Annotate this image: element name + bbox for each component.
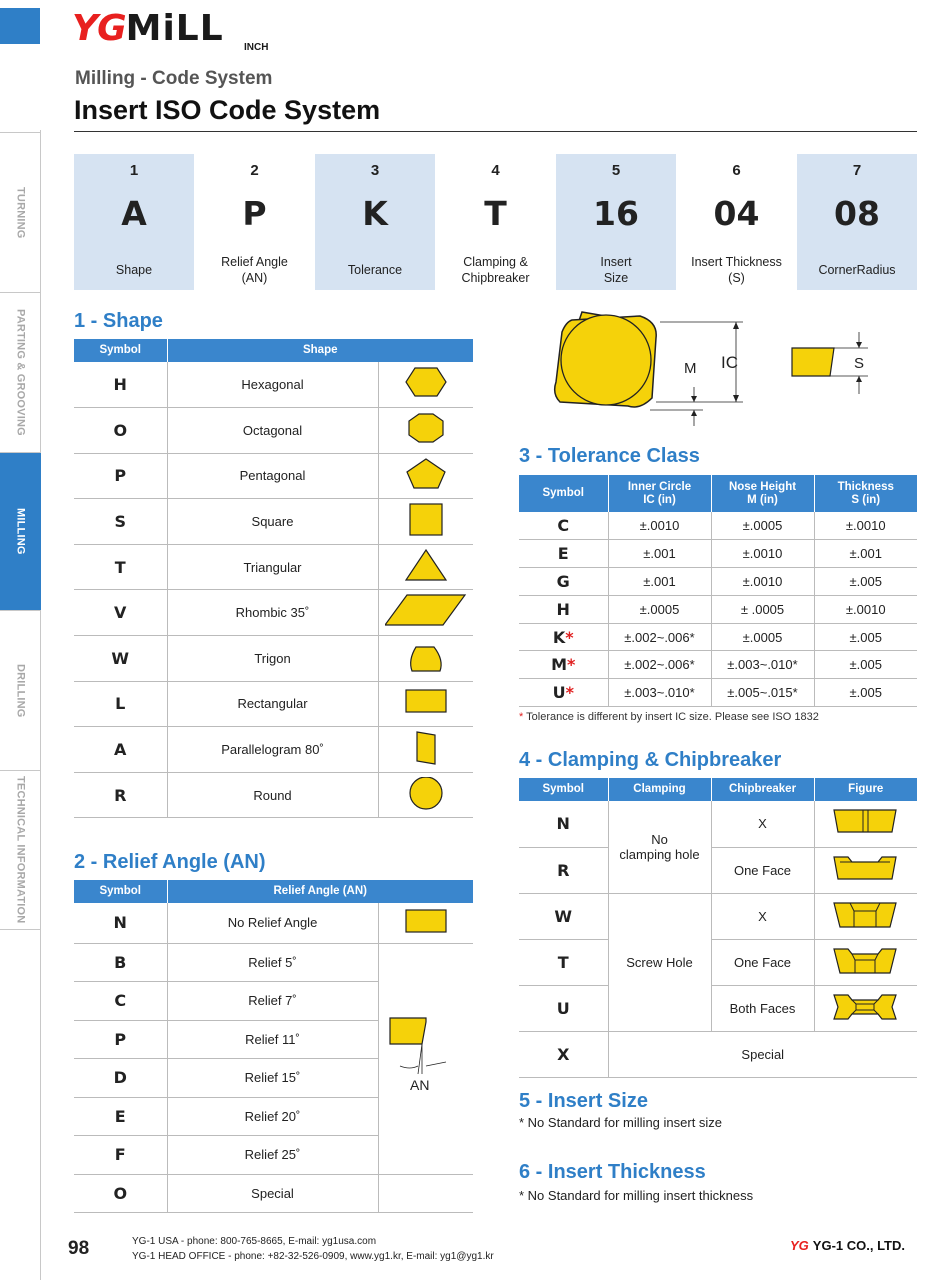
clamp-col-chipbreaker: Chipbreaker [711,778,814,801]
relief-name: Relief 7˚ [167,982,378,1021]
rhombic-icon [385,594,467,628]
clamp-col-figure: Figure [814,778,917,801]
shape-figure [378,544,473,590]
tolerance-row [519,651,917,679]
shape-row [74,499,473,545]
code-letter: A [121,194,147,233]
clamping-row [519,801,917,847]
shape-row [74,453,473,499]
shape-row [74,636,473,682]
shape-row [74,727,473,773]
shape-table [74,339,473,818]
clamping-figure [814,801,917,847]
code-box-1 [74,154,194,290]
page-title: Insert ISO Code System [74,95,381,125]
tolerance-symbol: M* [519,651,608,679]
shape-name: Square [167,499,378,545]
footer-company [790,1238,905,1253]
code-box-5 [556,154,676,290]
clamping-heading: 4 - Clamping & Chipbreaker [519,749,782,771]
tolerance-symbol: C [519,512,608,540]
shape-name: Trigon [167,636,378,682]
tolerance-ic: ±.0005 [608,595,711,623]
n-figure-icon [830,806,902,838]
shape-symbol: T [74,544,167,590]
shape-name: Triangular [167,544,378,590]
tolerance-m: ±.0005 [711,623,814,651]
relief-symbol: P [74,1020,167,1059]
s-label: S [854,355,865,372]
page-number: 98 [68,1238,90,1259]
tolerance-symbol: U* [519,679,608,707]
relief-figure-empty [378,1174,473,1213]
triangle-icon [404,549,448,583]
code-letter: 16 [593,194,639,233]
tol-col-s: Thickness S (in) [814,475,917,512]
relief-name: Relief 5˚ [167,943,378,982]
tolerance-footnote: * Tolerance is different by insert IC size. Please see ISO 1832 [519,711,819,723]
relief-symbol: B [74,943,167,982]
chipbreaker-value: X [711,893,814,939]
no-relief-icon [404,907,448,935]
insert-side-view [792,348,834,376]
an-label: AN [409,1077,430,1093]
shape-col-shape: Shape [167,339,473,362]
clamping-row [519,939,917,985]
clamping-row [519,847,917,893]
logo-unit: INCH [244,42,269,53]
clamping-figure [814,893,917,939]
shape-row [74,408,473,454]
shape-symbol: A [74,727,167,773]
shape-figure [378,453,473,499]
tolerance-symbol: K* [519,623,608,651]
tolerance-s: ±.0010 [814,595,917,623]
code-description: CornerRadius [818,263,896,277]
clamping-symbol: W [519,893,608,939]
clamp-col-clamping: Clamping [608,778,711,801]
shape-figure [378,681,473,727]
relief-angle-icon [386,1012,466,1102]
side-tab-label: TURNING [14,186,27,239]
chipbreaker-value: Both Faces [711,985,814,1031]
tolerance-ic: ±.001 [608,568,711,596]
tolerance-symbol: G [519,568,608,596]
logo-brand: YG [72,8,126,49]
side-tab-milling[interactable] [0,452,41,610]
ic-label: IC [721,353,738,372]
relief-symbol: F [74,1136,167,1175]
insert-thickness-note: * No Standard for milling insert thickness [519,1188,754,1203]
side-tab-technical[interactable] [0,770,41,930]
code-box-6 [677,154,797,290]
shape-row [74,772,473,818]
tolerance-m: ± .0005 [711,595,814,623]
code-description: Tolerance [347,263,403,277]
shape-symbol: R [74,772,167,818]
tolerance-ic: ±.003~.010* [608,679,711,707]
chipbreaker-value: One Face [711,847,814,893]
relief-col-symbol: Symbol [74,880,167,903]
clamping-symbol: U [519,985,608,1031]
relief-name: No Relief Angle [167,903,378,943]
code-box-7 [797,154,917,290]
side-tab-drilling[interactable] [0,610,41,770]
clamping-symbol: R [519,847,608,893]
relief-figure [378,943,473,1174]
footer-contact-hq: YG-1 HEAD OFFICE - phone: +82-32-526-0909, www.yg1.kr, E-mail: yg1@yg1.kr [132,1251,494,1262]
relief-name: Relief 15˚ [167,1059,378,1098]
chipbreaker-value: X [711,801,814,847]
clamping-row [519,893,917,939]
tolerance-m: ±.003~.010* [711,651,814,679]
footer-contact-usa: YG-1 USA - phone: 800-765-8665, E-mail: yg1usa.com [132,1236,377,1247]
shape-name: Round [167,772,378,818]
clamping-table [519,778,917,1078]
code-position: 6 [732,162,741,179]
side-tab-turning[interactable] [0,132,41,292]
relief-row [74,1174,473,1213]
shape-row [74,362,473,408]
relief-table [74,880,473,1213]
code-description: Insert Thickness (S) [691,255,782,285]
insert-size-note: * No Standard for milling insert size [519,1115,723,1130]
code-box-3 [315,154,435,290]
shape-figure [378,772,473,818]
shape-name: Rhombic 35˚ [167,590,378,636]
square-icon [404,503,448,537]
u-figure-icon [830,991,902,1023]
tol-col-ic: Inner Circle IC (in) [608,475,711,512]
shape-symbol: S [74,499,167,545]
shape-symbol: V [74,590,167,636]
relief-col-angle: Relief Angle (AN) [167,880,473,903]
shape-symbol: H [74,362,167,408]
code-position: 4 [491,162,500,179]
code-letter: T [484,194,507,233]
tolerance-m: ±.005~.015* [711,679,814,707]
side-tab-label: DRILLING [14,663,27,718]
code-letter: 04 [713,194,760,233]
tolerance-symbol: E [519,540,608,568]
relief-symbol: D [74,1059,167,1098]
clamping-symbol: N [519,801,608,847]
relief-figure [378,903,473,943]
insert-dimension-diagram [548,302,878,427]
clamping-type: No clamping hole [608,801,711,893]
side-tab-label: TECHNICAL INFORMATION [14,776,27,924]
code-description: Relief Angle (AN) [221,255,288,285]
code-letter: K [362,194,388,233]
shape-row [74,590,473,636]
tolerance-s: ±.005 [814,679,917,707]
circle-icon [404,777,448,811]
shape-symbol: P [74,453,167,499]
tolerance-row [519,540,917,568]
code-position: 7 [852,162,862,179]
t-figure-icon [830,945,902,977]
code-letter: 08 [834,194,880,233]
side-tab-parting[interactable] [0,292,41,452]
shape-name: Hexagonal [167,362,378,408]
side-tab-label: PARTING & GROOVING [14,309,27,436]
shape-figure [378,362,473,408]
relief-name: Special [167,1174,378,1213]
clamping-symbol: X [519,1031,608,1077]
shape-figure [378,408,473,454]
code-letter: P [242,194,267,233]
page-subtitle: Milling - Code System [75,68,273,89]
relief-symbol: N [74,903,167,943]
insert-size-heading: 5 - Insert Size [519,1090,648,1112]
pentagon-icon [404,457,448,491]
tolerance-s: ±.005 [814,623,917,651]
relief-heading: 2 - Relief Angle (AN) [74,851,266,873]
tolerance-s: ±.005 [814,651,917,679]
rectangle-icon [404,685,448,719]
clamping-row [519,985,917,1031]
tolerance-ic: ±.002~.006* [608,623,711,651]
clamping-type: Screw Hole [608,893,711,1031]
shape-symbol: W [74,636,167,682]
shape-symbol: O [74,408,167,454]
shape-name: Octagonal [167,408,378,454]
relief-row [74,943,473,982]
shape-figure [378,499,473,545]
tolerance-row [519,568,917,596]
tolerance-heading: 3 - Tolerance Class [519,445,700,467]
shape-name: Rectangular [167,681,378,727]
shape-heading: 1 - Shape [74,310,163,332]
tol-col-symbol: Symbol [519,475,608,512]
octagon-icon [404,412,448,446]
tolerance-m: ±.0010 [711,540,814,568]
logo-product: MiLL [125,8,224,49]
relief-symbol: C [74,982,167,1021]
code-box-4 [436,154,556,290]
shape-figure [378,590,473,636]
relief-name: Relief 25˚ [167,1136,378,1175]
shape-symbol: L [74,681,167,727]
m-label: M [684,360,697,377]
tol-col-m: Nose Height M (in) [711,475,814,512]
tolerance-s: ±.001 [814,540,917,568]
shape-name: Parallelogram 80˚ [167,727,378,773]
tolerance-row [519,595,917,623]
tolerance-row [519,679,917,707]
code-position: 2 [250,162,259,179]
clamping-symbol: T [519,939,608,985]
clamping-special: Special [608,1031,917,1077]
clamping-row [519,1031,917,1077]
code-position: 3 [370,162,380,179]
tolerance-ic: ±.0010 [608,512,711,540]
tolerance-ic: ±.001 [608,540,711,568]
relief-symbol: O [74,1174,167,1213]
r-figure-icon [830,853,902,885]
tolerance-table [519,475,917,707]
code-description: Insert Size [600,255,632,285]
code-position: 1 [129,162,139,179]
insert-top-view [555,312,657,407]
shape-row [74,681,473,727]
relief-name: Relief 20˚ [167,1097,378,1136]
chipbreaker-value: One Face [711,939,814,985]
code-box-2 [195,154,315,290]
code-description: Shape [115,263,153,277]
tolerance-s: ±.005 [814,568,917,596]
parallelogram-icon [404,731,448,765]
clamp-col-symbol: Symbol [519,778,608,801]
footer-logo-mark: YG [790,1238,809,1253]
shape-col-symbol: Symbol [74,339,167,362]
side-tab-label: MILLING [14,508,27,555]
code-description: Clamping & Chipbreaker [461,255,530,285]
code-position: 5 [611,162,621,179]
yg-mill-logo [72,8,269,58]
insert-thickness-heading: 6 - Insert Thickness [519,1161,706,1183]
clamping-figure [814,939,917,985]
relief-row [74,903,473,943]
title-rule [74,131,917,132]
tolerance-s: ±.0010 [814,512,917,540]
relief-symbol: E [74,1097,167,1136]
footer-company-name: YG-1 CO., LTD. [812,1238,906,1253]
side-accent-block [0,8,40,44]
tolerance-m: ±.0010 [711,568,814,596]
clamping-figure [814,985,917,1031]
shape-figure [378,636,473,682]
shape-figure [378,727,473,773]
tolerance-ic: ±.002~.006* [608,651,711,679]
shape-name: Pentagonal [167,453,378,499]
tolerance-m: ±.0005 [711,512,814,540]
tolerance-row [519,512,917,540]
w-figure-icon [830,899,902,931]
tolerance-row [519,623,917,651]
relief-name: Relief 11˚ [167,1020,378,1059]
tolerance-symbol: H [519,595,608,623]
shape-row [74,544,473,590]
trigon-icon [404,640,448,674]
hexagon-icon [404,366,448,400]
clamping-figure [814,847,917,893]
